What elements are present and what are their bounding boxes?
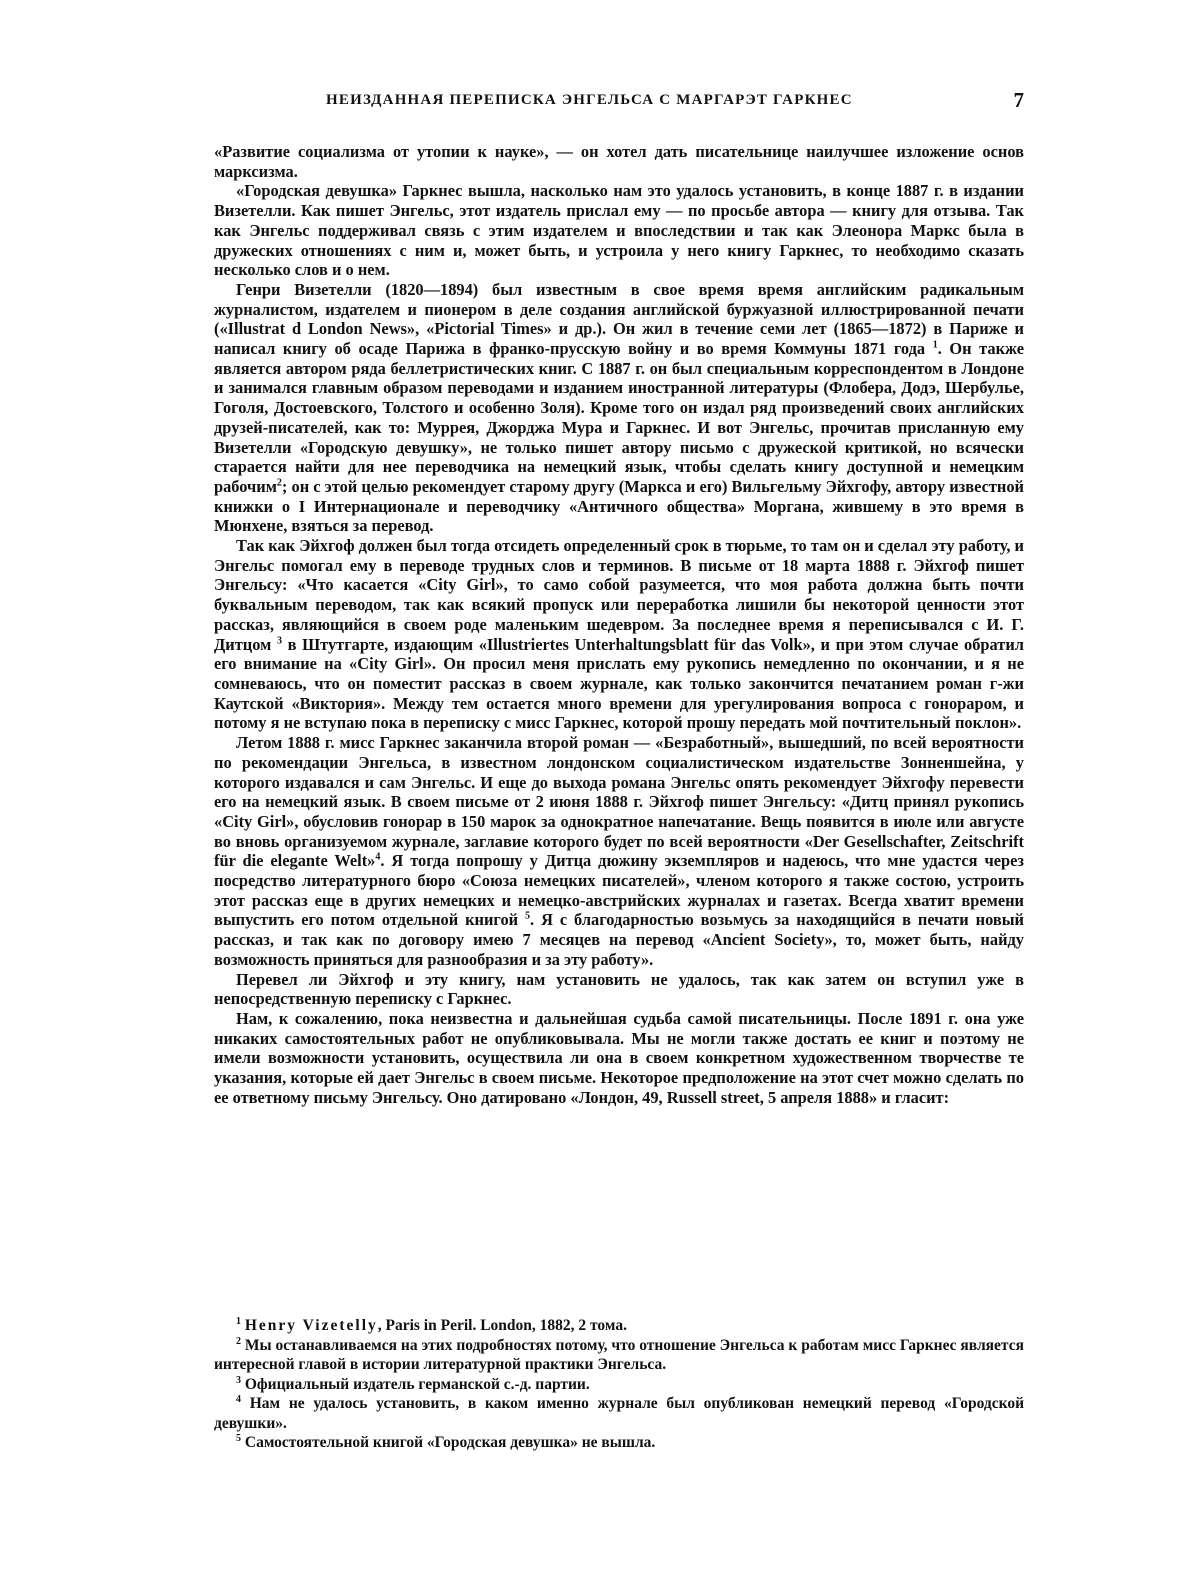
footnote	[214, 1375, 1024, 1395]
paragraph: Нам, к сожалению, пока неизвестна и дальнейшая судьба самой писательницы. После 1891 г. она уже никаких самостоятельных работ не опубликовывала. Мы не могли также достать ее книг и поэтому не имели возможности установить, осуществила ли она в своем конкретном художественном творчестве те указания, которые ей дает Энгельс в своем письме. Некоторое предположение на этот счет можно сделать по ее ответному письму Энгельсу. Оно датировано «Лондон, 49, Russell street, 5 апреля 1888» и гласит:	[214, 1008, 1024, 1107]
paragraph-text: Летом 1888 г. мисс Гаркнес заканчила второй роман — «Безработный», вышедший, по всей вероятности по рекомендации Энгельса, в известном лондонском социалистическом издательстве Зонненшейна, у которого издавался и сам Энгельс. И еще до выхода романа Энгельс опять рекомендует Эйхгофу перевести его на немецкий язык. В своем письме от 2 июня 1888 г. Эйхгоф пишет Энгельсу: «Дитц принял рукопись «City Girl», обусловив гонорар в 150 марок за однократное напечатание. Вещь появится в июле или августе во вновь организуемом журнале, заглавие которого будет по всей вероятности «Der Gesellschafter, Zeitschrift für die elegante Welt»	[214, 733, 1024, 871]
paragraph-text: . Я тогда попрошу у Дитца дюжину экземпляров и надеюсь, что мне удастся через посредство литературного бюро «Союза немецких писателей», членом которого я также состою, устроить этот рассказ еще в других немецких и немецко-австрийских журналах и газетах. Всегда хватит времени выпустить его потом отдельной книгой	[214, 851, 1024, 930]
footnote-author: Henry Vizetelly	[244, 1317, 378, 1334]
footnote	[214, 1433, 1024, 1453]
paragraph	[214, 280, 1024, 536]
paragraph: Перевел ли Эйхгоф и эту книгу, нам установить не удалось, так как затем он вступил уже в непосредственную переписку с Гаркнес.	[214, 969, 1024, 1009]
footnote-number: 2	[236, 1335, 241, 1347]
footnote-text: Мы останавливаемся на этих подробностях потому, что отношение Энгельса к работам мисс Гаркнес является интересной главой в истории литературной практики Энгельса.	[214, 1336, 1024, 1373]
paragraph	[214, 733, 1024, 969]
footnote-mark: 5	[525, 910, 531, 922]
footnote-mark: 4	[375, 851, 381, 863]
footnote-mark: 2	[276, 477, 282, 489]
footnote-number: 4	[236, 1393, 241, 1405]
footnote-number: 5	[236, 1432, 241, 1444]
paragraph-text: . Он также является автором ряда беллетристических книг. С 1887 г. он был специальным корреспондентом в Лондоне и занимался главным образом переводами и изданием иностранной литературы (Флобера, Додэ, Шербулье, Гоголя, Достоевского, Толстого и особенно Золя). Кроме того он издал ряд произведений своих английских друзей-писателей, как то: Муррея, Джорджа Мура и Гаркнес. И вот Энгельс, прочитав присланную ему Визетелли «Городскую девушку», не только пишет автору письмо с дружеской критикой, но всячески старается найти для нее переводчика на немецкий язык, чтобы сделать книгу доступной и немецким рабочим	[214, 339, 1024, 496]
paragraph-text: . Я с благодарностью возьмусь за находящийся в печати новый рассказ, и так как по договору имею 7 месяцев на перевод «Ancient Society», то, может быть, найду возможность приняться для разнообразия и за эту работу».	[214, 910, 1024, 969]
paragraph	[214, 536, 1024, 733]
main-text	[214, 142, 1024, 1107]
footnote-number: 1	[236, 1315, 241, 1327]
footnote-text: , Paris in Peril. London, 1882, 2 тома.	[377, 1317, 627, 1334]
footnote-mark: 3	[276, 635, 282, 647]
running-title: НЕИЗДАННАЯ ПЕРЕПИСКА ЭНГЕЛЬСА С МАРГАРЭТ ГАРКНЕС	[326, 92, 853, 108]
footnote-text: Официальный издатель германской с.-д. партии.	[244, 1375, 590, 1393]
paragraph-text: ; он с этой целью рекомендует старому другу (Маркса и его) Вильгельму Эйхгофу, автору известной книжки о I Интернационале и переводчику «Античного общества» Моргана, жившему в это время в Мюнхене, взяться за перевод.	[214, 476, 1024, 536]
paragraph: «Развитие социализма от утопии к науке», — он хотел дать писательнице наилучшее изложение основ марксизма.	[214, 142, 1024, 181]
paragraph: «Городская девушка» Гаркнес вышла, насколько нам это удалось установить, в конце 1887 г. в издании Визетелли. Как пишет Энгельс, этот издатель прислал ему — по просьбе автора — книгу для отзыва. Так как Энгельс поддерживал связь с этим издателем и впоследствии и так как Элеонора Маркс была в дружеских отношениях с ним и, может быть, и устроила у него книгу Гаркнес, то необходимо сказать несколько слов и о нем.	[214, 181, 1024, 280]
footnote	[214, 1336, 1024, 1375]
footnote-text: Самостоятельной книгой «Городская девушка» не вышла.	[244, 1434, 656, 1451]
page-header	[214, 88, 1024, 114]
footnote	[214, 1394, 1024, 1433]
paragraph-text: в Штутгарте, издающим «Illustriertes Unterhaltungsblatt für das Volk», и при этом случае обратил его внимание на «City Girl». Он просил меня прислать ему рукопись немедленно по окончании, и я не сомневаюсь, что он поместит рассказ в своем журнале, как только закончится печатанием роман г-жи Каутской «Виктория». Между тем остается много времени для урегулирования вопроса с гонораром, и потому я не вступаю пока в переписку с мисс Гаркнес, которой прошу передать мой почтительный поклон».	[214, 634, 1025, 733]
paragraph-text: Так как Эйхгоф должен был тогда отсидеть определенный срок в тюрьме, то там он и сделал эту работу, и Энгельс помогал ему в переводе трудных слов и терминов. В письме от 18 марта 1888 г. Эйхгоф пишет Энгельсу: «Что касается «City Girl», то само собой разумеется, что моя работа должна быть почти буквальным переводом, так как всякий пропуск или переработка лишили бы некоторой ценности этот рассказ, являющийся в своем роде маленьким шедевром. За последнее время я переписывался с И. Г. Дитцом	[214, 536, 1024, 654]
footnote-text: Нам не удалось установить, в каком именно журнале был опубликован немецкий перевод «Городской девушки».	[214, 1395, 1025, 1432]
footnote	[214, 1316, 1024, 1336]
paragraph-text: Генри Визетелли (1820—1894) был известным в свое время время английским радикальным журналистом, издателем и пионером в деле создания английской буржуазной иллюстрированной печати («Illustrat d London News», «Pictorial Times» и др.). Он жил в течение семи лет (1865—1872) в Париже и написал книгу об осаде Парижа в франко-прусскую войну и во время Коммуны 1871 года	[214, 279, 1024, 359]
footnote-number: 3	[236, 1374, 241, 1386]
page-number: 7	[1013, 88, 1024, 112]
footnote-mark: 1	[932, 339, 938, 351]
footnotes	[214, 1316, 1024, 1453]
